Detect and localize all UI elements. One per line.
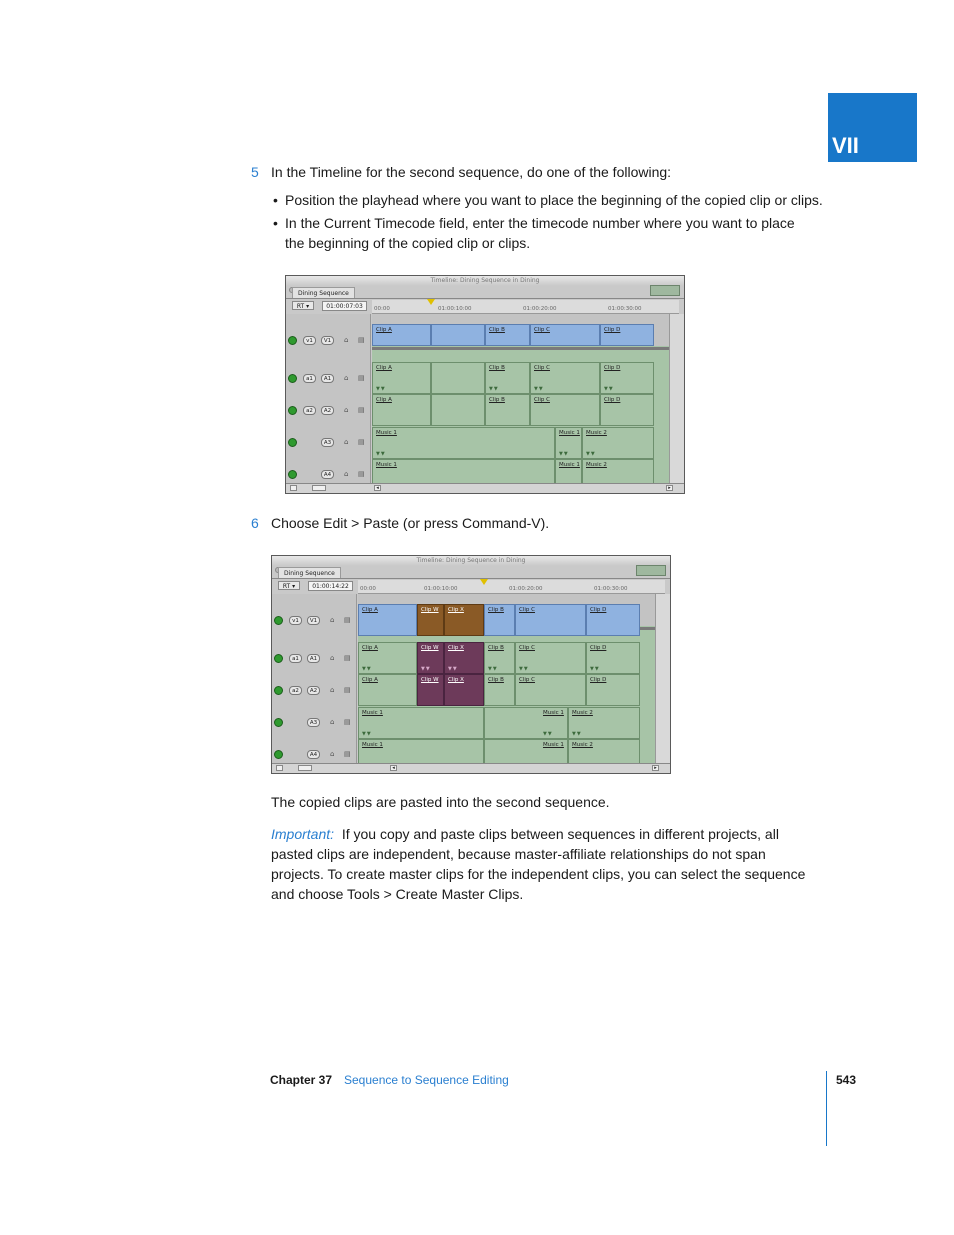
gap: [431, 362, 485, 394]
important-line-1: If you copy and paste clips between sequences in different projects, all: [341, 826, 779, 842]
lock-icon[interactable]: ⌂: [344, 438, 349, 446]
clip[interactable]: Clip B: [485, 394, 530, 426]
clip[interactable]: Clip D ▼▼: [600, 362, 654, 394]
lock-icon[interactable]: ⌂: [330, 616, 335, 624]
clip[interactable]: Clip B: [484, 604, 515, 636]
gap: [431, 394, 485, 426]
pasted-clip[interactable]: Clip W: [417, 604, 444, 636]
result-text: The copied clips are pasted into the second sequence.: [271, 794, 610, 810]
vertical-scrollbar[interactable]: [669, 314, 684, 484]
timeline-zoom-control[interactable]: [650, 285, 680, 296]
timeline-bottom-bar: [272, 763, 670, 773]
bullet-2-text-cont: the beginning of the copied clip or clips.: [285, 235, 531, 251]
clip[interactable]: Clip C: [515, 604, 586, 636]
clip-overlays-icon[interactable]: [298, 765, 312, 771]
footer-chapter: Chapter 37: [270, 1073, 333, 1087]
important-line-4: and choose Tools > Create Master Clips.: [271, 886, 524, 902]
ruler-label: 00:00: [374, 306, 390, 312]
scroll-left-button[interactable]: ◂: [374, 485, 381, 491]
track-area: [358, 594, 655, 764]
clip[interactable]: Clip D ▼▼: [586, 642, 640, 674]
speaker-icon[interactable]: [274, 686, 283, 695]
lock-icon[interactable]: ⌂: [330, 686, 335, 694]
clip[interactable]: Music 1: [372, 459, 555, 484]
dest-patch-a1[interactable]: A1: [307, 654, 320, 663]
vertical-scrollbar[interactable]: [655, 594, 670, 764]
important-label: Important:: [271, 826, 335, 842]
lock-icon[interactable]: ⌂: [344, 374, 349, 382]
clip[interactable]: Clip A: [358, 604, 417, 636]
auto-select-icon[interactable]: ▤: [344, 616, 351, 624]
track-visibility-icon[interactable]: [274, 616, 283, 625]
scroll-right-button[interactable]: ▸: [666, 485, 673, 491]
clip[interactable]: Clip A: [358, 674, 417, 706]
lock-icon[interactable]: ⌂: [344, 470, 349, 478]
bullet-2-text: In the Current Timecode field, enter the timecode number where you want to place: [285, 215, 795, 231]
auto-select-icon[interactable]: ▤: [344, 686, 351, 694]
ruler-label: 01:00:10:00: [438, 306, 472, 312]
auto-select-icon[interactable]: ▤: [358, 336, 365, 344]
clip[interactable]: Clip B ▼▼: [484, 642, 515, 674]
timeline-ruler[interactable]: [358, 580, 665, 594]
dest-patch-v1[interactable]: V1: [307, 616, 320, 625]
speaker-icon[interactable]: [288, 406, 297, 415]
source-patch-v1[interactable]: v1: [289, 616, 302, 625]
footer-divider: [826, 1071, 827, 1146]
clip[interactable]: Music 2 ▼▼: [568, 707, 640, 739]
dest-patch-a4[interactable]: A4: [321, 470, 334, 479]
clip[interactable]: Clip D: [586, 604, 640, 636]
clip-overlays-icon[interactable]: [312, 485, 326, 491]
lock-icon[interactable]: ⌂: [330, 718, 335, 726]
dest-patch-a2[interactable]: A2: [307, 686, 320, 695]
important-line-3: projects. To create master clips for the independent clips, you can select the sequence: [271, 866, 806, 882]
bullet-marker: •: [273, 215, 278, 231]
current-timecode-field[interactable]: 01:00:07:03: [322, 301, 367, 311]
track-area: [372, 314, 669, 484]
step-6-text: Choose Edit > Paste (or press Command-V).: [271, 515, 550, 531]
timeline-window-2: [271, 555, 671, 774]
chapter-tab-label: VII: [832, 133, 859, 158]
timeline-window-1: [285, 275, 685, 494]
speaker-icon[interactable]: [274, 718, 283, 727]
clip[interactable]: Music 2: [582, 459, 654, 484]
auto-select-icon[interactable]: ▤: [344, 750, 351, 758]
dest-patch-a4[interactable]: A4: [307, 750, 320, 759]
clip[interactable]: Music 1 ▼▼: [358, 707, 484, 739]
bullet-marker: •: [273, 192, 278, 208]
playhead[interactable]: [480, 579, 488, 585]
lock-icon[interactable]: ⌂: [330, 750, 335, 758]
step-number-6: 6: [251, 515, 259, 531]
playhead[interactable]: [427, 299, 435, 305]
clip[interactable]: Clip C ▼▼: [515, 642, 586, 674]
clip[interactable]: Music 1: [358, 739, 484, 764]
ruler-label: 01:00:20:00: [523, 306, 557, 312]
clip[interactable]: Clip C: [530, 394, 600, 426]
audio-controls-button[interactable]: [276, 765, 283, 771]
rt-popup[interactable]: RT ▾: [278, 581, 300, 590]
lock-icon[interactable]: ⌂: [344, 406, 349, 414]
clip[interactable]: Clip B: [485, 324, 530, 346]
page-number: 543: [836, 1073, 857, 1087]
timeline-bottom-bar: [286, 483, 684, 493]
ruler-label: 01:00:30:00: [608, 306, 642, 312]
source-patch-a1[interactable]: a1: [289, 654, 302, 663]
auto-select-icon[interactable]: ▤: [358, 470, 365, 478]
chapter-tab: [828, 93, 917, 162]
clip[interactable]: Clip A: [372, 324, 431, 346]
pasted-clip[interactable]: Clip X: [444, 604, 484, 636]
clip[interactable]: Clip D: [600, 394, 654, 426]
speaker-icon[interactable]: [274, 654, 283, 663]
current-timecode-field[interactable]: 01:00:14:22: [308, 581, 353, 591]
pasted-clip[interactable]: Clip X ▼▼: [444, 642, 484, 674]
speaker-icon[interactable]: [288, 438, 297, 447]
clip[interactable]: Clip D: [600, 324, 654, 346]
lock-icon[interactable]: ⌂: [344, 336, 349, 344]
speaker-icon[interactable]: [288, 374, 297, 383]
scroll-left-button[interactable]: ◂: [390, 765, 397, 771]
clip[interactable]: Music 2 ▼▼: [582, 427, 654, 459]
speaker-icon[interactable]: [274, 750, 283, 759]
ruler-label: 01:00:30:00: [594, 586, 628, 592]
pasted-clip[interactable]: Clip X: [444, 674, 484, 706]
clip[interactable]: Music 1 ▼▼: [372, 427, 555, 459]
auto-select-icon[interactable]: ▤: [358, 374, 365, 382]
ruler-label: 01:00:10:00: [424, 586, 458, 592]
track-visibility-icon[interactable]: [288, 336, 297, 345]
rt-popup[interactable]: RT ▾: [292, 301, 314, 310]
window-title: Timeline: Dining Sequence in Dining: [286, 276, 684, 286]
step-5-text: In the Timeline for the second sequence, do one of the following:: [271, 164, 672, 180]
auto-select-icon[interactable]: ▤: [358, 438, 365, 446]
clip[interactable]: Clip A: [372, 394, 431, 426]
clip[interactable]: Music 1: [484, 739, 568, 764]
ruler-label: 00:00: [360, 586, 376, 592]
clip[interactable]: Clip C: [515, 674, 586, 706]
timeline-ruler[interactable]: [372, 300, 679, 314]
speaker-icon[interactable]: [288, 470, 297, 479]
ruler-label: 01:00:20:00: [509, 586, 543, 592]
dest-patch-a2[interactable]: A2: [321, 406, 334, 415]
timeline-zoom-control[interactable]: [636, 565, 666, 576]
scroll-right-button[interactable]: ▸: [652, 765, 659, 771]
clip[interactable]: Clip B: [484, 674, 515, 706]
clip[interactable]: Clip D: [586, 674, 640, 706]
clip[interactable]: Music 2: [568, 739, 640, 764]
important-line-2: pasted clips are independent, because master-affiliate relationships do not span: [271, 846, 766, 862]
auto-select-icon[interactable]: ▤: [344, 718, 351, 726]
clip[interactable]: Clip A ▼▼: [372, 362, 431, 394]
important-note: [271, 824, 831, 904]
footer-chapter-title: Sequence to Sequence Editing: [344, 1073, 509, 1087]
clip[interactable]: Clip B ▼▼: [485, 362, 530, 394]
clip[interactable]: Clip C ▼▼: [530, 362, 600, 394]
pasted-clip[interactable]: Clip W ▼▼: [417, 642, 444, 674]
clip[interactable]: Clip C: [530, 324, 600, 346]
bullet-1-text: Position the playhead where you want to place the beginning of the copied clip or clips.: [285, 192, 823, 208]
clip[interactable]: Music 1 ▼▼: [555, 427, 582, 459]
auto-select-icon[interactable]: ▤: [344, 654, 351, 662]
source-patch-a2[interactable]: a2: [303, 406, 316, 415]
step-number-5: 5: [251, 164, 259, 180]
gap: [431, 324, 485, 346]
clip[interactable]: Clip A ▼▼: [358, 642, 417, 674]
audio-controls-button[interactable]: [290, 485, 297, 491]
clip[interactable]: Music 1: [555, 459, 582, 484]
source-patch-a2[interactable]: a2: [289, 686, 302, 695]
lock-icon[interactable]: ⌂: [330, 654, 335, 662]
dest-patch-a3[interactable]: A3: [307, 718, 320, 727]
source-patch-v1[interactable]: v1: [303, 336, 316, 345]
auto-select-icon[interactable]: ▤: [358, 406, 365, 414]
tab-dining-sequence[interactable]: Dining Sequence: [278, 567, 341, 579]
dest-patch-a3[interactable]: A3: [321, 438, 334, 447]
source-patch-a1[interactable]: a1: [303, 374, 316, 383]
pasted-clip[interactable]: Clip W: [417, 674, 444, 706]
dest-patch-v1[interactable]: V1: [321, 336, 334, 345]
window-title: Timeline: Dining Sequence in Dining: [272, 556, 670, 566]
clip[interactable]: Music 1 ▼▼: [484, 707, 568, 739]
tab-dining-sequence[interactable]: Dining Sequence: [292, 287, 355, 299]
dest-patch-a1[interactable]: A1: [321, 374, 334, 383]
